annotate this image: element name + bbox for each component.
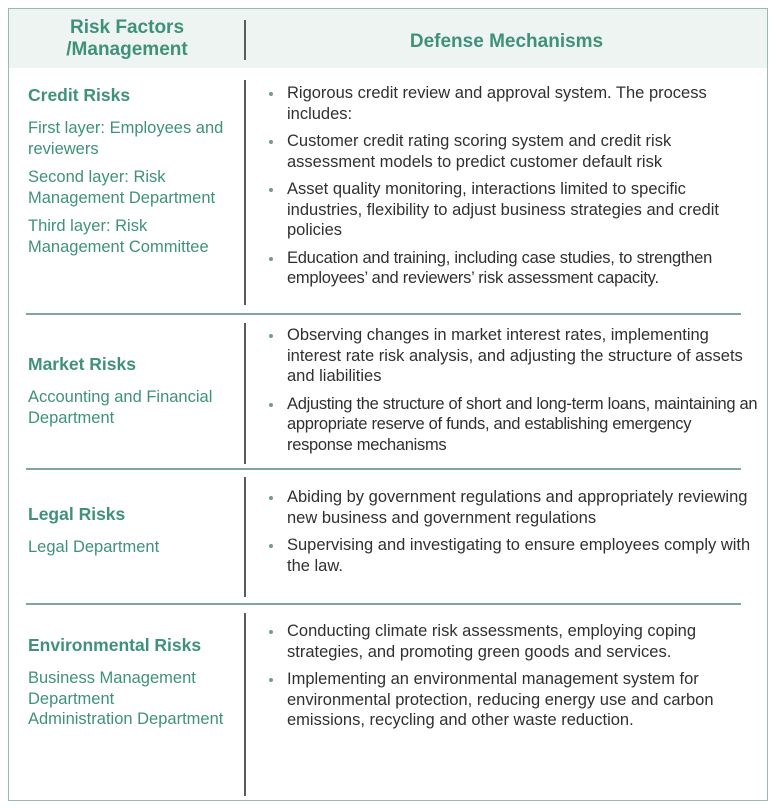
market-risks-mechanisms [265, 325, 760, 462]
department-item: Business Management Department [28, 669, 196, 708]
bullet-icon [269, 92, 273, 96]
bullet-icon [269, 188, 273, 192]
category-market-risks: Market Risks [28, 354, 136, 374]
risk-table [8, 8, 768, 801]
mechanism-item: Conducting climate risk assessments, employing coping strategies, and promoting green goods and services. [265, 621, 760, 662]
department-item: Third layer: Risk Management Committee [28, 217, 209, 256]
row-divider-legal [244, 477, 246, 597]
row-divider-market [244, 323, 246, 464]
header-left-line1: Risk Factors [69, 17, 185, 38]
category-legal-risks: Legal Risks [28, 504, 126, 524]
legal-risks-mechanisms [265, 487, 760, 583]
mechanism-item: Observing changes in market interest rates, implementing interest rate risk analysis, and adjusting the structure of assets and liabilities [265, 325, 760, 387]
bullet-icon [269, 544, 273, 548]
department-item: Administration Department [28, 710, 224, 728]
bullet-icon [269, 496, 273, 500]
environmental-risks-cell [28, 635, 233, 730]
credit-risks-mechanisms [265, 83, 760, 296]
header-divider [244, 20, 246, 60]
mechanism-item: Adjusting the structure of short and long-term loans, maintaining an appropriate reserve of funds, and establishing emergency response mechanisms [265, 394, 760, 456]
row-separator [26, 603, 741, 605]
mechanism-item: Asset quality monitoring, interactions limited to specific industries, flexibility to adjust business strategies and credit policies [265, 179, 760, 241]
row-separator [26, 313, 741, 315]
header-left-line2: /Management [66, 39, 188, 60]
credit-risks-cell [28, 85, 233, 265]
legal-risks-cell [28, 504, 233, 558]
department-item: Accounting and Financial Department [28, 388, 213, 427]
header-risk-factors [9, 17, 245, 61]
bullet-icon [269, 630, 273, 634]
row-divider-environmental [244, 613, 246, 796]
category-credit-risks: Credit Risks [28, 85, 131, 105]
mechanism-item: Rigorous credit review and approval system. The process includes: [265, 83, 760, 124]
category-environmental-risks: Environmental Risks [28, 635, 202, 655]
department-item: Second layer: Risk Management Department [28, 168, 216, 207]
bullet-icon [269, 403, 273, 407]
row-divider-credit [244, 80, 246, 305]
bullet-icon [269, 678, 273, 682]
department-item: First layer: Employees and reviewers [28, 119, 224, 158]
bullet-icon [269, 334, 273, 338]
mechanism-item: Education and training, including case studies, to strengthen employees’ and reviewers’ risk assessment capacity. [265, 248, 760, 289]
market-risks-cell [28, 354, 233, 428]
header-defense-mechanisms: Defense Mechanisms [409, 31, 604, 52]
bullet-icon [269, 140, 273, 144]
mechanism-item: Abiding by government regulations and appropriately reviewing new business and government regulations [265, 487, 760, 528]
department-item: Legal Department [28, 538, 160, 556]
mechanism-item: Supervising and investigating to ensure employees comply with the law. [265, 535, 760, 576]
table-header [9, 9, 767, 68]
row-separator [26, 468, 741, 470]
environmental-risks-mechanisms [265, 621, 760, 738]
mechanism-item: Implementing an environmental management system for environmental protection, reducing energy use and carbon emissions, recycling and other waste reduction. [265, 669, 760, 731]
bullet-icon [269, 257, 273, 261]
mechanism-item: Customer credit rating scoring system and credit risk assessment models to predict customer default risk [265, 131, 760, 172]
